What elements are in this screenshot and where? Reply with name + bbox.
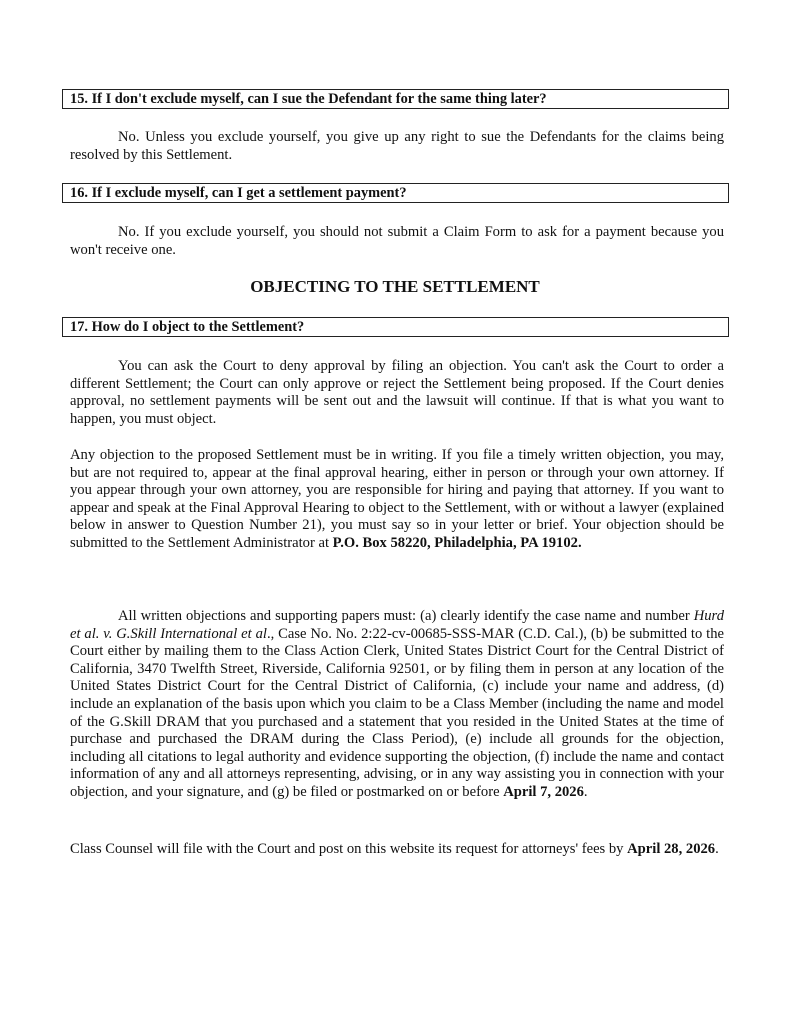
administrator-address: P.O. Box 58220, Philadelphia, PA 19102. <box>332 534 582 551</box>
question-16-box <box>62 183 729 203</box>
fees-request-date: April 28, 2026 <box>627 841 716 857</box>
question-15-text: 15. If I don't exclude myself, can I sue the Defendant for the same thing later? <box>70 91 547 107</box>
answer-15: No. Unless you exclude yourself, you give up any right to sue the Defendants for the claims being resolved by this Settlement. <box>70 129 724 163</box>
objection-deadline: April 7, 2026 <box>503 783 584 800</box>
question-16-text: 16. If I exclude myself, can I get a settlement payment? <box>70 185 407 201</box>
objection-requirements-details: ., Case No. No. 2:22-cv-00685-SSS-MAR (C.D. Cal.), (b) be submitted to the Court either by mailing them to the Class Action Clerk, United States District Court for the Central District of California, 3470 Twelfth Street, Riverside, California 92501, or by filing them in person at any location of the United States District Court for the Central District of California, (c) include your name and address, (d) include an explanation of the basis upon which you claim to be a Class Member (including the name and model of the G.Skill DRAM that you purchased and a statement that you resided in the United States at the time of purchase and purchased the DRAM during the Class Period), (e) include all grounds for the objection, including all citations to legal authority and evidence supporting the objection, (f) include the name and contact information of any and all attorneys representing, advising, or in any way assisting you in connection with your objection, and your signature, and (g) be filed or postmarked on or before <box>70 625 724 800</box>
fees-request-text: Class Counsel will file with the Court and post on this website its request for attorneys' fees by <box>70 841 628 857</box>
answer-17-paragraph-1: You can ask the Court to deny approval by filing an objection. You can't ask the Court to order a different Settlement; the Court can only approve or reject the Settlement being proposed. If the Court denies approval, no settlement payments will be sent out and the lawsuit will continue. If that is what you want to happen, you must object. <box>70 358 724 427</box>
question-17-text: 17. How do I object to the Settlement? <box>70 319 305 335</box>
question-15-box <box>62 89 729 109</box>
answer-17-paragraph-2 <box>70 447 724 553</box>
answer-17-paragraph-3: All written objections and supporting papers must: (a) clearly identify the case name and number Hurd et al. v. G.Skill International et al., Case No. No. 2:22-cv-00685-SSS-MAR (C.D. Cal.), (b) be submitted to the Court either by mailing them to the Class Action Clerk, United States District Court for the Central District of California, 3470 Twelfth Street, Riverside, California 92501, or by filing them in person at any location of the United States District Court for the Central District of California, (c) include your name and address, (d) include an explanation of the basis upon which you claim to be a Class Member (including the name and model of the G.Skill DRAM that you purchased and a statement that you resided in the United States at the time of purchase and purchased the DRAM during the Class Period), (e) include all grounds for the objection, including all citations to legal authority and evidence supporting the objection, (f) include the name and contact information of any and all attorneys representing, advising, or in any way assisting you in connection with your objection, and your signature, and (g) be filed or postmarked on or before April 7, 2026. <box>70 608 724 800</box>
objection-writing-text: Any objection to the proposed Settlement must be in writing. If you file a timely written objection, you may, but are not required to, appear at the final approval hearing, either in person or through your own attorney. If you appear through your own attorney, you are responsible for hiring and paying that attorney. If you want to appear and speak at the Final Approval Hearing to object to the Settlement, with or without a lawyer (explained below in answer to Question Number 21), you must say so in your letter or brief. Your objection should be submitted to the Settlement Administrator at <box>70 447 724 551</box>
section-heading: OBJECTING TO THE SETTLEMENT <box>250 277 540 296</box>
question-17-box <box>62 317 729 337</box>
answer-16: No. If you exclude yourself, you should not submit a Claim Form to ask for a payment because you won't receive one. <box>70 224 724 258</box>
objection-requirements-text: All written objections and supporting papers must: (a) clearly identify the case name and number <box>118 608 694 624</box>
case-name: Hurd et al. v. G.Skill International et al <box>70 608 724 642</box>
answer-17-paragraph-4: Class Counsel will file with the Court and post on this website its request for attorneys' fees by April 28, 2026. <box>70 841 719 857</box>
